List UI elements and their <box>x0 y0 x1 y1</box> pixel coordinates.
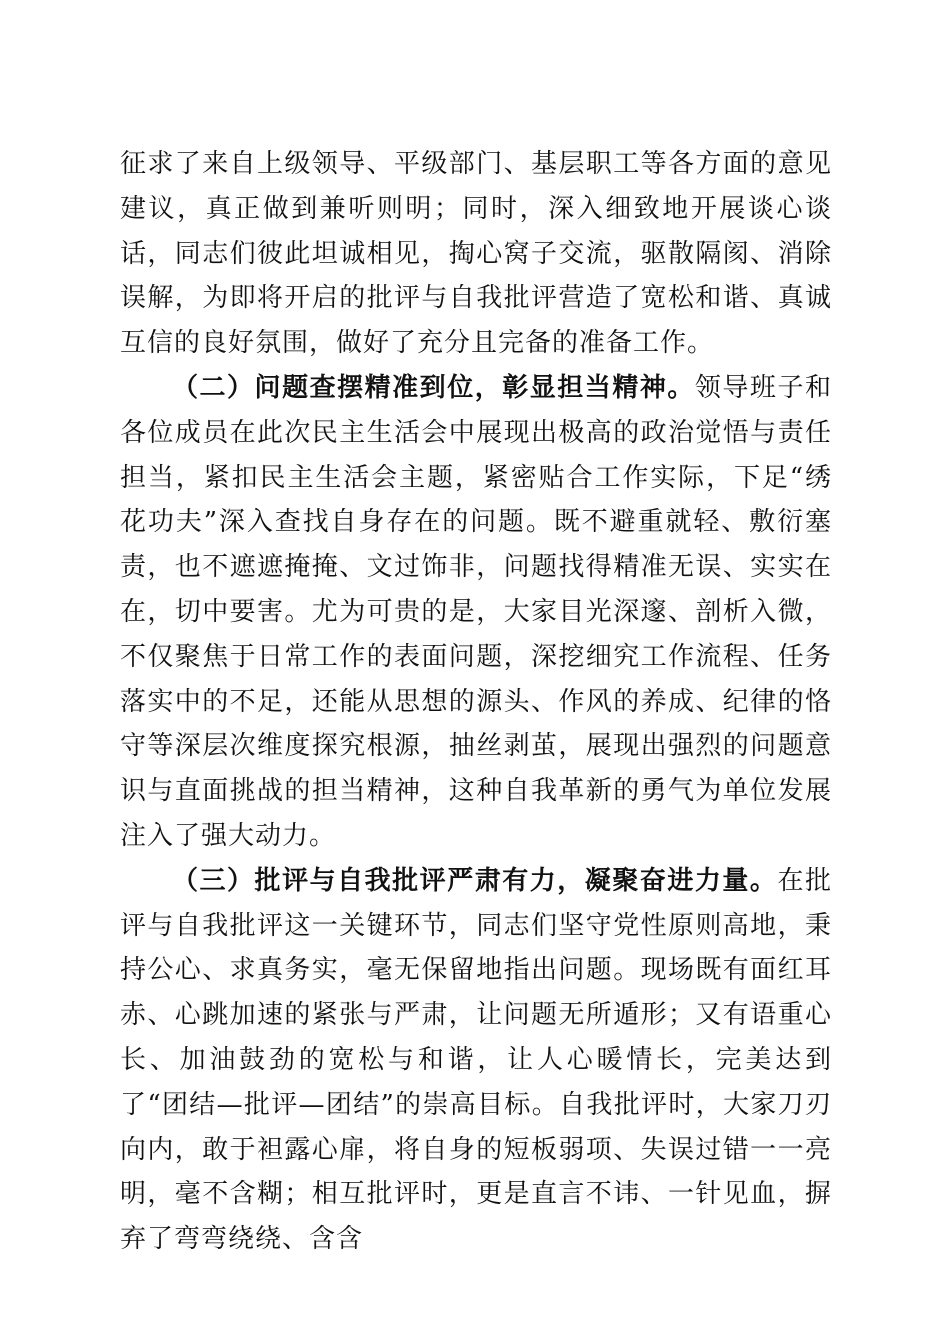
section-heading: （二）问题查摆精准到位，彰显担当精神。 <box>172 372 695 403</box>
paragraph-section-3 <box>120 859 832 1262</box>
paragraph-section-2 <box>120 366 832 859</box>
section-heading: （三）批评与自我批评严肃有力，凝聚奋进力量。 <box>172 865 778 896</box>
document-body <box>120 142 832 1262</box>
paragraph-text: 征求了来自上级领导、平级部门、基层职工等各方面的意见建议，真正做到兼听则明；同时，深入细致地开展谈心谈话，同志们彼此坦诚相见，掏心窝子交流，驱散隔阂、消除误解，为即将开启的批评与自我批评营造了宽松和谐、真诚互信的良好氛围，做好了充分且完备的准备工作。 <box>120 149 832 359</box>
paragraph-text: 在批评与自我批评这一关键环节，同志们坚守党性原则高地，秉持公心、求真务实，毫无保留地指出问题。现场既有面红耳赤、心跳加速的紧张与严肃，让问题无所遁形；又有语重心长、加油鼓劲的宽松与和谐，让人心暖情长，完美达到了“团结—批评—团结”的崇高目标。自我批评时，大家刀刃向内，敢于袒露心扉，将自身的短板弱项、失误过错一一亮明，毫不含糊；相互批评时，更是直言不讳、一针见血，摒弃了弯弯绕绕、含含 <box>120 865 832 1255</box>
paragraph-text: 领导班子和各位成员在此次民主生活会中展现出极高的政治觉悟与责任担当，紧扣民主生活会主题，紧密贴合工作实际，下足“绣花功夫”深入查找自身存在的问题。既不避重就轻、敷衍塞责，也不遮遮掩掩、文过饰非，问题找得精准无误、实实在在，切中要害。尤为可贵的是，大家目光深邃、剖析入微，不仅聚焦于日常工作的表面问题，深挖细究工作流程、任务落实中的不足，还能从思想的源头、作风的养成、纪律的恪守等深层次维度探究根源，抽丝剥茧，展现出强烈的问题意识与直面挑战的担当精神，这种自我革新的勇气为单位发展注入了强大动力。 <box>120 372 832 851</box>
paragraph-continuation <box>120 142 832 366</box>
